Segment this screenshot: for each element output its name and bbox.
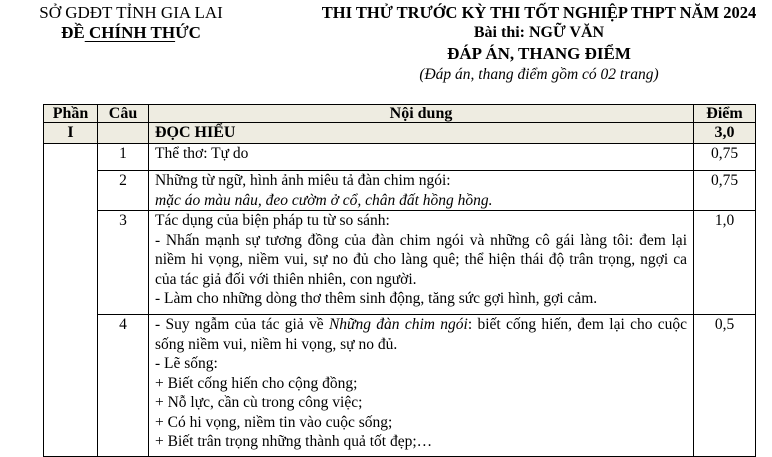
- official-underlined: CHÍNH TH: [84, 23, 176, 42]
- question-number: 4: [98, 315, 149, 457]
- column-header-content: Nội dung: [149, 105, 694, 123]
- question-score: 0,75: [694, 144, 756, 171]
- column-header-part: Phần: [44, 105, 98, 123]
- answer-line-italic: mặc áo màu nâu, đeo cườm ở cổ, chân đất hồng hồng.: [155, 191, 493, 209]
- answer-key-table: [43, 104, 756, 457]
- answer-line: [155, 315, 687, 354]
- table-row: [44, 171, 756, 211]
- reflection-prefix: - Suy ngẫm của tác giả về: [155, 316, 329, 333]
- document-title: ĐÁP ÁN, THANG ĐIỂM: [447, 44, 631, 63]
- column-header-question: Câu: [98, 105, 149, 123]
- answer-line: Những từ ngữ, hình ảnh miêu tả đàn chim ngói:: [155, 172, 451, 189]
- official-prefix: ĐỀ: [61, 23, 85, 42]
- answer-content: [149, 315, 694, 457]
- exam-title: THI THỬ TRƯỚC KỲ THI TỐT NGHIỆP THPT NĂM 2024: [321, 3, 757, 22]
- exam-subject: Bài thi: NGỮ VĂN: [473, 24, 605, 41]
- page-count-note: (Đáp án, thang điểm gồm có 02 trang): [419, 66, 659, 83]
- question-score: 1,0: [694, 211, 756, 315]
- section-row: [44, 123, 756, 144]
- official-suffix: ỨC: [175, 23, 201, 42]
- answer-content: [149, 171, 694, 211]
- section-score: 3,0: [694, 123, 756, 144]
- section-title: ĐỌC HIỂU: [149, 123, 694, 144]
- answer-line: + Nỗ lực, cần cù trong công việc;: [155, 394, 363, 411]
- department-name: SỞ GDĐT TỈNH GIA LAI: [39, 3, 223, 22]
- poem-title: Những đàn chim ngói: [328, 316, 468, 333]
- answer-content: [149, 211, 694, 315]
- table-row: [44, 144, 756, 171]
- answer-line: - Nhấn mạnh sự tương đồng của đàn chim ngói và những cô gái làng tôi: đem lại niềm hi vọng, niềm vui, sự no đủ cho làng quê; thể hiện thái độ trân trọng, ngợi ca của tác giả đối với thiên nhiên, con người.: [155, 231, 687, 288]
- part-cell-empty: [44, 144, 98, 457]
- answer-line: Thể thơ: Tự do: [155, 145, 249, 162]
- issuer-header: [0, 0, 262, 43]
- answer-line: - Làm cho những dòng thơ thêm sinh động, tăng sức gợi hình, gợi cảm.: [155, 290, 598, 307]
- exam-header: [262, 0, 772, 85]
- official-exam-label: [0, 23, 262, 43]
- table-header-row: [44, 105, 756, 123]
- table-row: [44, 315, 756, 457]
- answer-line: + Biết cống hiến cho cộng đồng;: [155, 374, 358, 392]
- section-question-empty: [98, 123, 149, 144]
- question-number: 3: [98, 211, 149, 315]
- question-score: 0,75: [694, 171, 756, 211]
- question-number: 1: [98, 144, 149, 171]
- answer-line: + Biết trân trọng những thành quả tốt đẹp;…: [155, 433, 433, 450]
- question-number: 2: [98, 171, 149, 211]
- answer-line: Tác dụng của biện pháp tu từ so sánh:: [155, 212, 390, 229]
- column-header-score: Điểm: [694, 105, 756, 123]
- table-row: [44, 211, 756, 315]
- answer-line: - Lẽ sống:: [155, 355, 218, 372]
- section-part: I: [44, 123, 98, 144]
- question-score: 0,5: [694, 315, 756, 457]
- answer-line: + Có hi vọng, niềm tin vào cuộc sống;: [155, 413, 393, 431]
- reflection-suffix: : biết cống hiến, đem lại cho cuộc sống niềm vui, niềm hi vọng, sự no đủ.: [155, 316, 688, 353]
- answer-content: [149, 144, 694, 171]
